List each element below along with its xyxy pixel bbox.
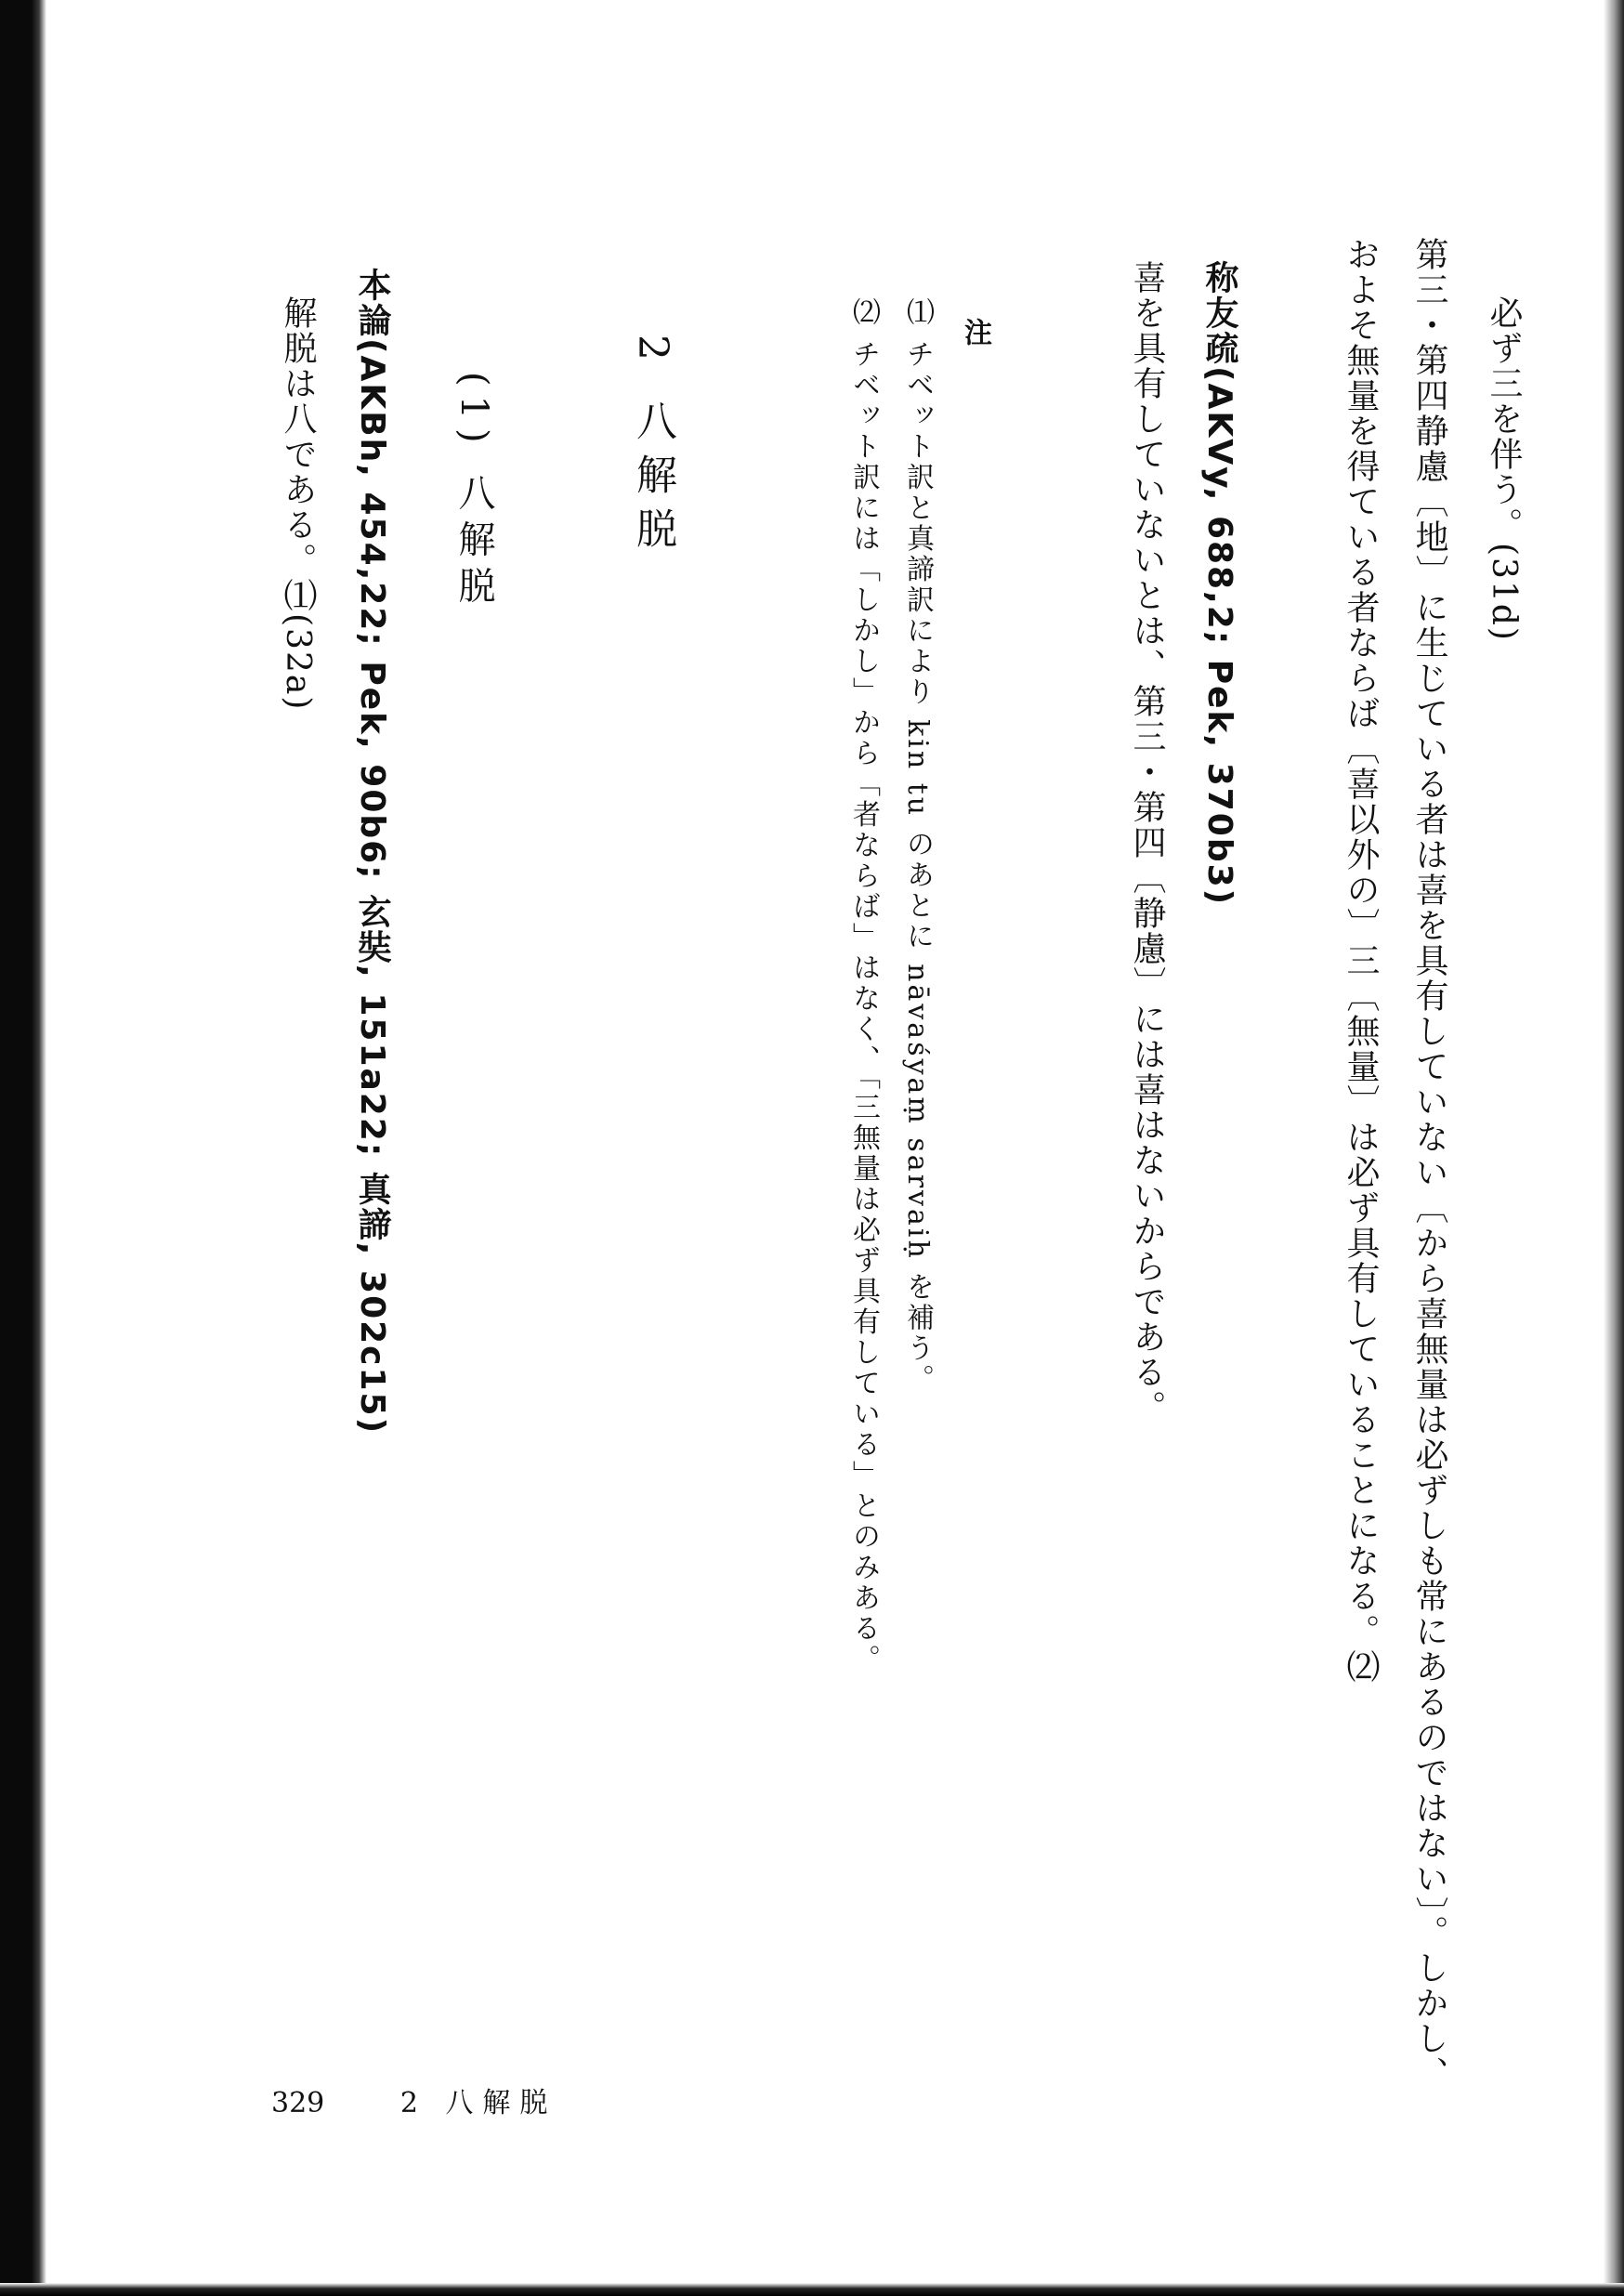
root-text: 解脱は八である。⑴(32a) — [279, 295, 317, 712]
main-text-line-1: 第三・第四静慮〔地〕に生じている者は喜を具有していない〔から喜無量は必ずしも常にあるのではない〕。しかし、 — [1410, 237, 1448, 2092]
commentary-text: 喜を具有していないとは、第三・第四〔静慮〕には喜はないからである。 — [1128, 260, 1166, 1425]
scan-edge-bottom — [0, 2283, 1624, 2296]
section-heading: 2 八解脱 — [629, 335, 676, 561]
page-number: 329 — [271, 2087, 325, 2119]
root-text-heading: 本論(AKBh, 454,22; Pek, 90b6; 玄奘, 151a22; 真諦, 302c15) — [353, 268, 391, 1436]
verse-end-line: 必ず三を伴う。(31d) — [1485, 295, 1523, 642]
notes-label: 注 — [959, 318, 991, 348]
note-1: ⑴ チベット訳と真諦訳により kin tu のあとに nāvaśyaṃ sarvaiḥ を補う。 — [901, 297, 934, 1396]
running-title: 2 八解脱 — [399, 2087, 557, 2119]
page-footer — [271, 2080, 557, 2120]
subsection-heading: (1) 八解脱 — [452, 372, 495, 613]
main-text-line-2: およそ無量を得ている者ならば〔喜以外の〕三〔無量〕は必ず具有していることになる。⑵ — [1342, 237, 1380, 1685]
note-2: ⑵ チベット訳には「しかし」から「者ならば」はなく、「三無量は必ず具有している」とのみある。 — [847, 297, 880, 1675]
scan-edge-right — [1604, 0, 1624, 2296]
commentary-heading: 称友疏(AKVy, 688,2; Pek, 370b3) — [1200, 260, 1238, 907]
scan-edge-left — [0, 0, 46, 2296]
